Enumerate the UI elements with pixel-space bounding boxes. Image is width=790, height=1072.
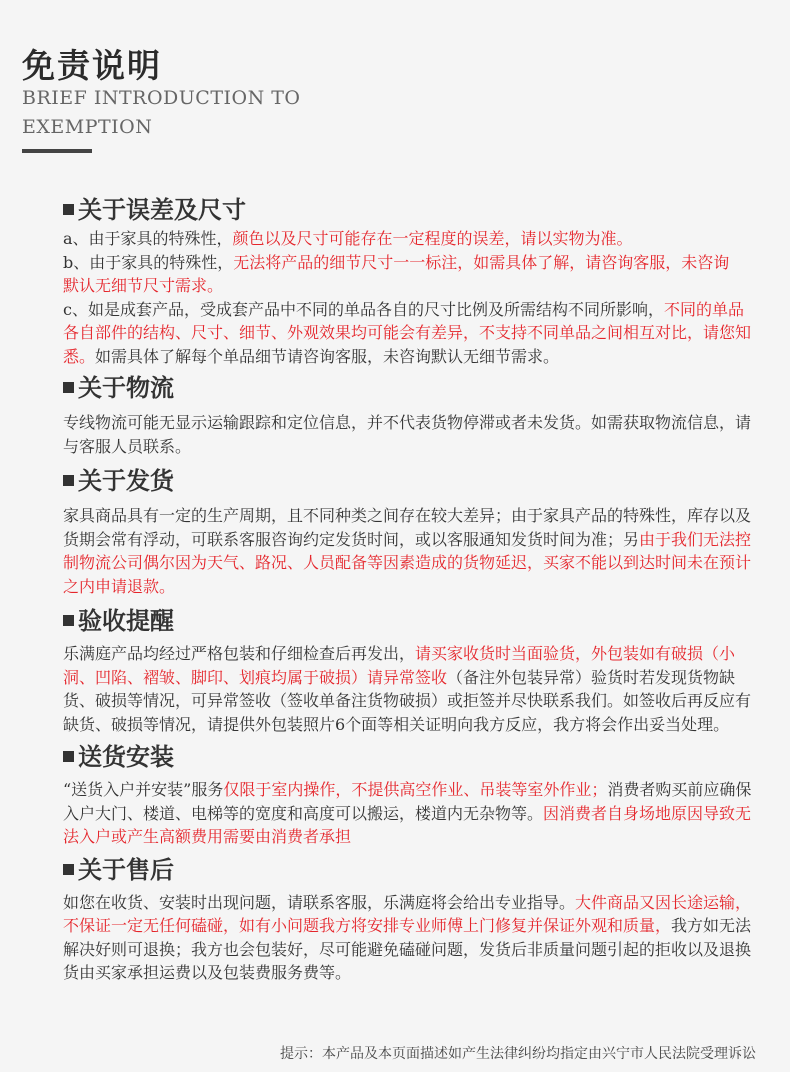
page-subtitle [22,84,301,142]
subtitle-line-2: EXEMPTION [22,116,153,138]
subtitle-line-1: BRIEF INTRODUCTION TO [22,87,301,109]
size-item-a: a、由于家具的特殊性，颜色以及尺寸可能存在一定程度的误差，请以实物为准。 [63,229,633,248]
square-bullet-icon [63,751,74,762]
size-item-b: b、由于家具的特殊性，无法将产品的细节尺寸一一标注，如需具体了解，请咨询客服，未咨询默认无细节尺寸需求。 [63,252,730,295]
disclaimer-content [63,193,763,985]
section-title-shipping: 关于发货 [63,464,763,498]
logistics-text: 专线物流可能无显示运输跟踪和定位信息，并不代表货物停滞或者未发货。如需获取物流信息，请与客服人员联系。 [63,413,752,456]
square-bullet-icon [63,615,74,626]
section-title-logistics: 关于物流 [63,371,763,405]
shipping-text: 家具商品具有一定的生产周期，且不同种类之间存在较大差异；由于家具产品的特殊性，库存以及货期会常有浮动，可联系客服咨询约定发货时间，或以客服通知发货时间为准；另由于我们无法控制物流公司偶尔因为天气、路况、人员配备等因素造成的货物延迟，买家不能以到达时间未在预计之内申请退款。 [63,506,752,596]
square-bullet-icon [63,204,74,215]
section-logistics [63,371,763,458]
section-title-aftersales: 关于售后 [63,853,763,887]
square-bullet-icon [63,864,74,875]
section-installation [63,740,763,849]
square-bullet-icon [63,382,74,393]
size-item-c: c、如是成套产品，受成套产品中不同的单品各自的尺寸比例及所需结构不同所影响，不同的单品各自部件的结构、尺寸、细节、外观效果均可能会有差异，不支持不同单品之间相互对比，请您知悉。如需具体了解每个单品细节请咨询客服，未咨询默认无细节需求。 [63,299,752,366]
installation-text: “送货入户并安装”服务仅限于室内操作，不提供高空作业、吊装等室外作业；消费者购买前应确保入户大门、楼道、电梯等的宽度和高度可以搬运，楼道内无杂物等。因消费者自身场地原因导致无法入户或产生高额费用需要由消费者承担 [63,780,752,846]
square-bullet-icon [63,475,74,486]
section-aftersales [63,853,763,985]
section-title-installation: 送货安装 [63,740,763,774]
section-title-inspection: 验收提醒 [63,604,763,638]
aftersales-text: 如您在收货、安装时出现问题，请联系客服，乐满庭将会给出专业指导。大件商品又因长途运输，不保证一定无任何磕碰，如有小问题我方将安排专业师傅上门修复并保证外观和质量，我方如无法解决好则可退换；我方也会包装好，尽可能避免磕碰问题，发货后非质量问题引起的拒收以及退换货由买家承担运费以及包装费服务费等。 [63,892,752,982]
section-size [63,193,763,368]
section-title-size: 关于误差及尺寸 [63,193,763,227]
title-underline [22,149,92,153]
section-shipping [63,464,763,598]
legal-footer-note: 提示：本产品及本页面描述如产生法律纠纷均指定由兴宁市人民法院受理诉讼 [280,1046,756,1062]
page-title: 免责说明 [22,46,162,85]
section-inspection [63,604,763,736]
inspection-text: 乐满庭产品均经过严格包装和仔细检查后再发出，请买家收货时当面验货，外包装如有破损（小洞、凹陷、褶皱、脚印、划痕均属于破损）请异常签收（备注外包装异常）验货时若发现货物缺货、破损等情况，可异常签收（签收单备注货物破损）或拒签并尽快联系我们。如签收后再反应有缺货、破损等情况，请提供外包装照片6个面等相关证明向我方反应，我方将会作出妥当处理。 [63,644,752,734]
